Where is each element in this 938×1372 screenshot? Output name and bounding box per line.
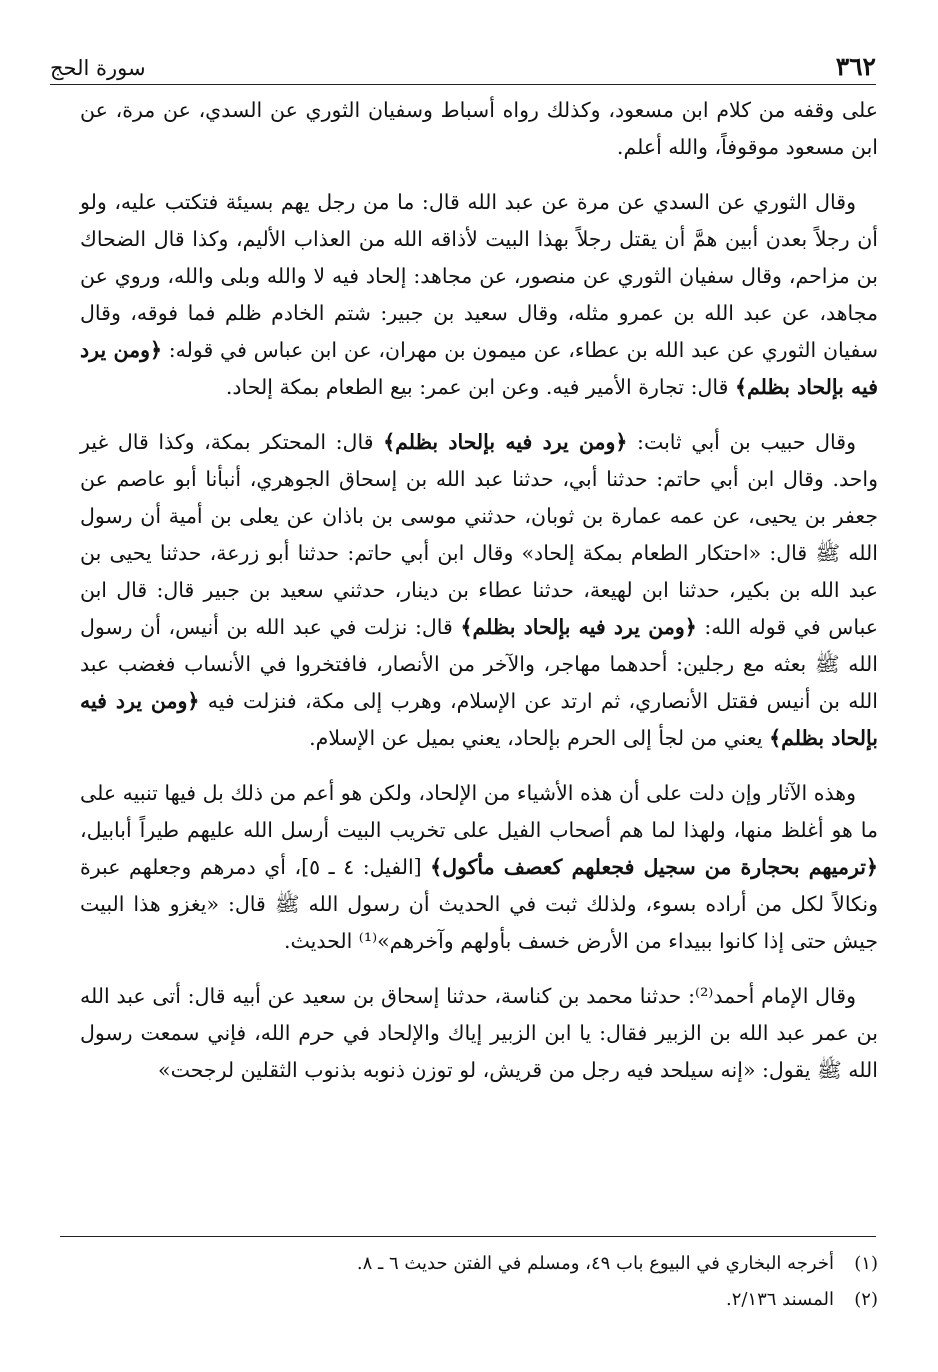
text-segment: وقال الإمام أحمد — [713, 984, 856, 1008]
text-segment: وقال الثوري عن السدي عن مرة عن عبد الله قال: ما من رجل يهم بسيئة فتكتب عليه، ولو أن رجلاً بعدن أبين همَّ أن يقتل رجلاً بهذا البيت لأذاقه الله من العذاب الأليم، وكذا قال الضحاك بن مزاحم، وقال سفيان الثوري عن منصور، عن مجاهد: إلحاد فيه لا والله وبلى والله، وروي عن مجاهد، عن عبد الله بن عمرو مثله، وقال سعيد بن جبير: شتم الخادم ظلم فما فوقه، وقال سفيان الثوري عن عبد الله بن عطاء، عن ميمون بن مهران، عن ابن عباس في قوله: — [80, 190, 878, 362]
text-segment: قال: المحتكر بمكة، وكذا قال غير واحد. وقال ابن أبي حاتم: حدثنا أبي، حدثنا عبد الله بن إسحاق الجوهري، أنبأنا أبو عاصم عن جعفر بن يحيى، عن عمه عمارة بن ثوبان، حدثني موسى بن باذان عن يعلى بن أمية أن رسول الله ﷺ قال: «احتكار الطعام بمكة إلحاد» وقال ابن أبي حاتم: حدثنا أبو زرعة، حدثنا يحيى بن عبد الله بن بكير، حدثنا ابن لهيعة، حدثنا عطاء بن دينار، حدثني سعيد بن جبير قال: قال ابن عباس في قوله الله: — [80, 430, 878, 639]
text-segment: وهذه الآثار وإن دلت على أن هذه الأشياء من الإلحاد، ولكن هو أعم من ذلك بل فيها تنبيه على ما هو أغلظ منها، ولهذا لما هم أصحاب الفيل على تخريب البيت أرسل الله عليهم طيراً أبابيل، — [80, 781, 878, 842]
footnotes — [60, 1246, 878, 1318]
footnote-number: (٢) — [854, 1289, 878, 1310]
footnote-text: المسند ٢/١٣٦. — [725, 1289, 834, 1310]
quran-quote: ﴿ومن يرد فيه بإلحاد بظلم﴾ — [80, 338, 878, 399]
footnote-number: (١) — [854, 1253, 878, 1274]
footnote — [60, 1246, 878, 1282]
text-segment: : حدثنا محمد بن كناسة، حدثنا إسحاق بن سعيد عن أبيه قال: أتى عبد الله بن عمر عبد الله بن الزبير فقال: يا ابن الزبير إياك والإلحاد في حرم الله، فإني سمعت رسول الله ﷺ يقول: «إنه سيلحد فيه رجل من قريش، لو توزن ذنوبه بذنوب الثقلين لرجحت» — [80, 984, 878, 1082]
text-segment: على وقفه من كلام ابن مسعود، وكذلك رواه أسباط وسفيان الثوري عن السدي، عن مرة، عن ابن مسعود موقوفاً، والله أعلم. — [80, 98, 878, 159]
page-number: ٣٦٢ — [835, 52, 876, 81]
paragraph — [80, 978, 878, 1089]
text-segment: [الفيل: ٤ ـ ٥]، أي دمرهم وجعلهم عبرة ونكالاً لكل من أراده بسوء، ولذلك ثبت في الحديث أن رسول الله ﷺ قال: «يغزو هذا البيت جيش حتى إذا كانوا ببيداء من الأرض خسف بأولهم وآخرهم» — [80, 855, 878, 953]
text-segment: قال: تجارة الأمير فيه. وعن ابن عمر: بيع الطعام بمكة إلحاد. — [225, 375, 735, 399]
paragraph — [80, 775, 878, 960]
text-segment: يعني من لجأ إلى الحرم بإلحاد، يعني بميل عن الإسلام. — [309, 726, 770, 750]
footnote-ref: ⁽¹⁾ — [358, 929, 378, 953]
quran-quote: ﴿ومن يرد فيه بإلحاد بظلم﴾ — [80, 689, 878, 750]
quran-quote: ﴿ومن يرد فيه بإلحاد بظلم﴾ — [460, 615, 697, 639]
running-title: سورة الحج — [50, 56, 146, 80]
quran-quote: ﴿ومن يرد فيه بإلحاد بظلم﴾ — [383, 430, 628, 454]
paragraph — [80, 424, 878, 757]
footnote-text: أخرجه البخاري في البيوع باب ٤٩، ومسلم في الفتن حديث ٦ ـ ٨. — [356, 1253, 834, 1274]
paragraph — [80, 184, 878, 406]
main-text — [80, 92, 878, 1107]
paragraph — [80, 92, 878, 166]
text-segment: الحديث. — [283, 929, 359, 953]
footnote — [60, 1282, 878, 1318]
text-segment: قال: نزلت في عبد الله بن أنيس، أن رسول الله ﷺ بعثه مع رجلين: أحدهما مهاجر، والآخر من الأنصار، فافتخروا في الأنساب فغضب عبد الله بن أنيس فقتل الأنصاري، ثم ارتد عن الإسلام، وهرب إلى مكة، فنزلت فيه — [80, 615, 878, 713]
footnote-ref: ⁽²⁾ — [695, 984, 714, 1008]
footnote-divider — [60, 1236, 876, 1237]
page-header — [50, 50, 876, 85]
text-segment: وقال حبيب بن أبي ثابت: — [627, 430, 856, 454]
quran-quote: ﴿ترميهم بحجارة من سجيل فجعلهم كعصف مأكول﴾ — [430, 855, 878, 879]
